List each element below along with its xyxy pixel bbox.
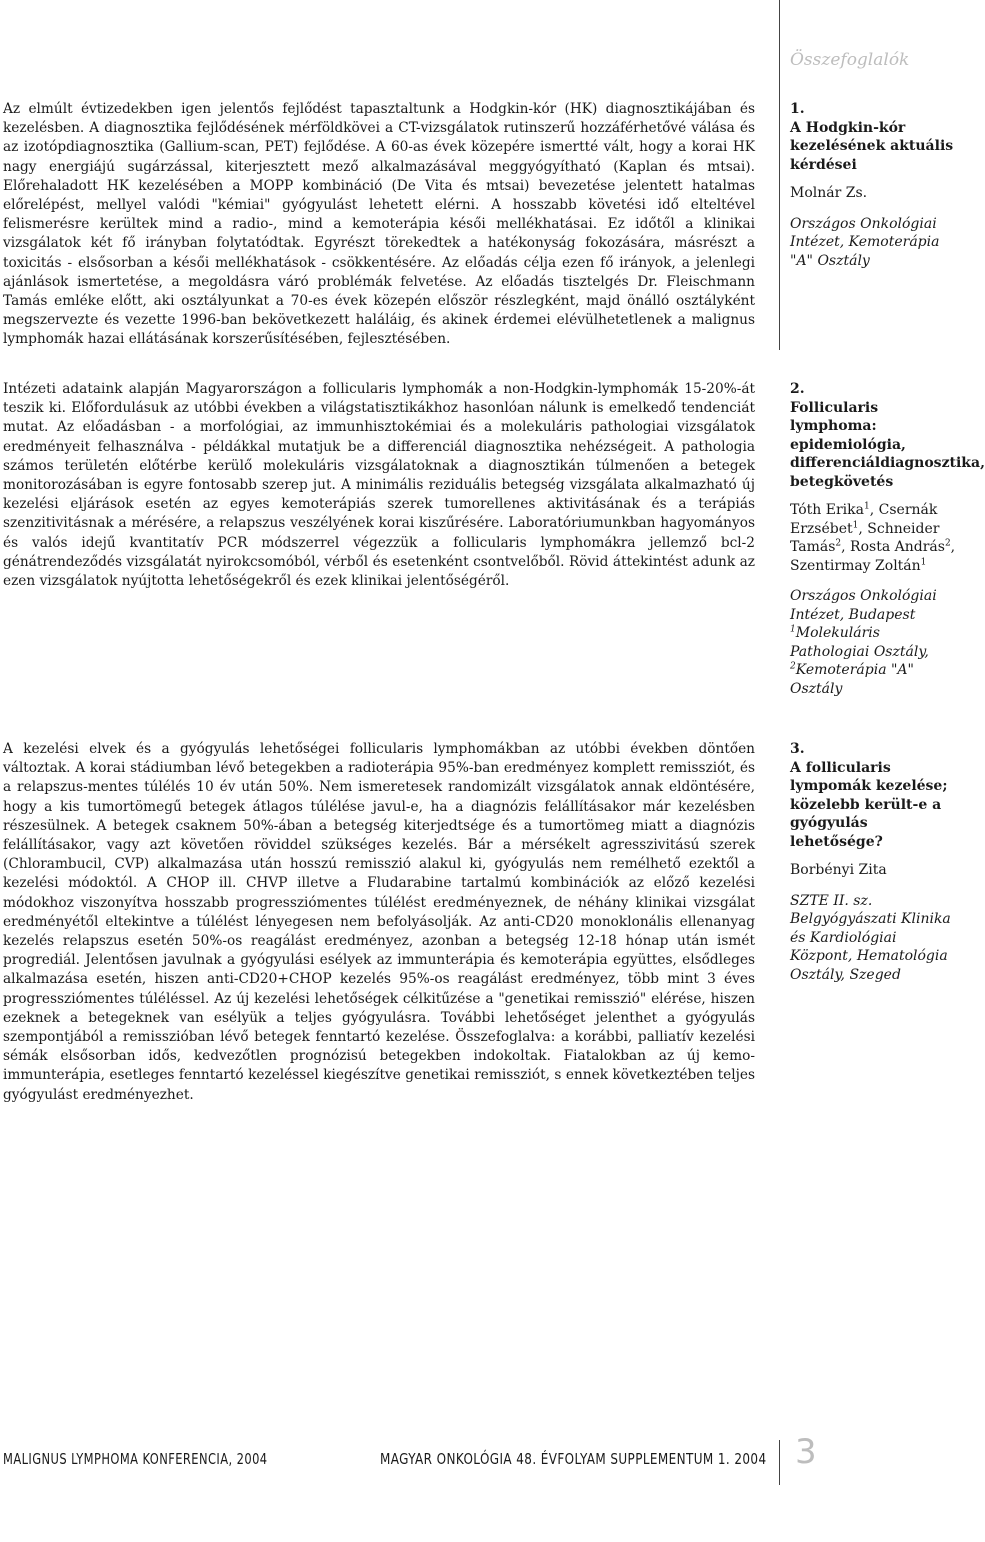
abstract-2-title: Follicularis lymphoma: epidemiológia, differenciáldiagnosztika, betegkövetés <box>790 399 985 490</box>
abstract-1-affiliation: Országos Onkológiai Intézet, Kemoterápia "A" Osztály <box>790 215 940 269</box>
column-divider <box>779 0 780 350</box>
page-number: 3 <box>795 1432 817 1472</box>
abstract-3-affiliation: SZTE II. sz. Belgyógyászati Klinika és Kardiológiai Központ, Hematológia Osztály, Szeged <box>790 892 951 983</box>
abstract-1-number: 1. <box>790 101 805 117</box>
abstract-2-affiliation: Országos Onkológiai Intézet, Budapest $^1$Molekuláris Pathologiai Osztály, $^2$Kemoterápia "A" Osztály <box>790 588 937 697</box>
abstract-3-sidebar <box>790 740 960 984</box>
abstract-3-text: A kezelési elvek és a gyógyulás lehetőségei follicularis lymphomákban az utóbbi években döntően változtak. A korai stádiumban lévő betegekben a radioterápia 95%-ban eredményez komplett remissziót, és a relapszus-mentes túlélés 10 év után 50%. Nem ismeretesek randomizált vizsgálatok annak eldöntésére, hogy a kis tumortömegű betegek átlagos túlélése javul-e, ha a diagnózis felállításakor már kezelésben részesülnek. A betegek csaknem 50%-ában a betegség kiterjedtsége és a tumortömeg miatt a diagnózis felállításakor, vagy azt követően röviddel szükséges kezelés. Bár a mérsékelt agresszivitású szerek (Chlorambucil, CVP) alkalmazása után hosszú remisszió alakul ki, gyógyulás nem remélhető ezektől a kezelési módoktól. A CHOP ill. CHVP illetve a Fludarabine tartalmú kombinációk az előző kezelési módokhoz viszonyítva hosszabb progressziómentes túlélést eredményeznek, de néhány klinikai vizsgálat eredményétől eltekintve a túlélést lényegesen nem befolyásolják. Az anti-CD20 monoklonális ellenanyag kezelés relapszus esetén 50%-os reagálást eredményez, azonban a betegség 12-18 hónap után ismét progrediál. Jelentősen javulnak a gyógyulási esélyek az immunterápia és kemoterápia együttes, elsődleges alkalmazása esetén, hiszen anti-CD20+CHOP kezelés 95%-os reagálást eredményez, több mint 3 éves progressziómentes túléléssel. Az új kezelési lehetőségek célkitűzése a "genetikai remisszió" elérése, hiszen ezeknek a betegeknek van esélyük a teljes gyógyulásra. További lehetőséget jelenthet a gyógyulás szempontjából a remisszióban lévő betegek fenntartó kezelése. Összefoglalva: a korábbi, palliatív kezelési sémák elsősorban idős, kedvezőtlen prognózisú betegekben indokoltak. Fiatalokban az új kemo-immunterápia, esetleges fenntartó kezeléssel kiegészítve genetikai remissziót, s ennek következtében teljes gyógyulást eredményezhet. <box>3 741 755 1103</box>
abstract-2-sidebar <box>790 380 985 698</box>
abstract-1-text: Az elmúlt évtizedekben igen jelentős fejlődést tapasztaltunk a Hodgkin-kór (HK) diagnosztikájában és kezelésben. A diagnosztika fejlődésének mérföldkövei a CT-vizsgálatok rutinszerű hozzáférhetővé válása és az izotópdiagnosztika (Gallium-scan, PET) fejlődése. A 60-as évek közepére ismertté vált, hogy a korai HK nagy energiájú sugárzással, kiterjesztett mező alkalmazásával meggyógyítható (Kaplan és mtsai). Előrehaladott HK kezelésében a MOPP kombináció (De Vita és mtsai) bevezetése jelentett hatalmas előrelépést, mellyel valódi "kémiai" gyógyulást lehetett elérni. A hosszabb követési idő elteltével felismerésre kerültek mind a radio-, mind a kemoterápia késői mellékhatásai. Ez időtől a klinikai vizsgálatok két fő irányban folytatódtak. Egyrészt törekedtek a hatékonyság fokozására, másrészt a toxicitás - elsősorban a késői mellékhatások - csökkentésére. Az előadás célja ezen fő irányok, a jelenlegi ajánlások ismertetése, a megoldásra váró problémák felvetése. Az előadás tisztelgés Dr. Fleischmann Tamás emléke előtt, aki osztályunkat a 70-es évek közepén először részlegként, majd önálló osztályként megszervezte és vezette 1996-ban bekövetkezett haláláig, és akinek érdemei elévülhetetlenek a malignus lymphomák hazai ellátásának korszerűsítésében, fejlesztésében. <box>3 101 755 348</box>
abstract-2-authors: Tóth Erika$^1$, Csernák Erzsébet$^1$, Schneider Tamás$^2$, Rosta András$^2$, Szentirmay Zoltán$^1$ <box>790 501 956 574</box>
abstract-1-sidebar <box>790 100 960 270</box>
footer-divider <box>779 1440 780 1485</box>
abstract-3-authors: Borbényi Zita <box>790 862 887 878</box>
abstract-3-number: 3. <box>790 741 805 757</box>
abstract-3-title: A follicularis lympomák kezelése; közelebb került-e a gyógyulás lehetősége? <box>790 759 948 850</box>
abstract-2-number: 2. <box>790 381 805 397</box>
abstract-1-authors: Molnár Zs. <box>790 185 868 201</box>
abstract-2-text: Intézeti adataink alapján Magyarországon a follicularis lymphomák a non-Hodgkin-lymphomák 15-20%-át teszik ki. Előfordulásuk az utóbbi években a világstatisztikákhoz hasonlóan nálunk is emelkedő tendenciát mutat. Az előadásban - a morfológiai, az immunhisztokémiai és a molekuláris pathologiai vizsgálatok eredményeit felhasználva - példákkal mutatjuk be a differenciál diagnosztika nehézségeit. A pathologia számos területén előtérbe kerülő molekuláris vizsgálatoknak a diagnosztikán túlmenően a betegek monitorozásában is egyre fontosabb szerep jut. A minimális reziduális betegség vizsgálata alkalmazható új kezelési eljárások esetén az egyes kemoterápiás szerek tumorellenes aktivitásának és a terápiás szenzitivitásnak a mérésére, a relapszus veszélyének korai kiszűrésére. Laboratóriumunkban hagyományos és valós idejű kvantitatív PCR módszerrel végezzük a follicularis lymphomákra jellemző bcl-2 génátrendeződés vizsgálatát nyirokcsomóból, vérből és esetenként csontvelőből. Rövid áttekintést adunk az ezen vizsgálatok nyújtotta lehetőségekről és ezek klinikai jelentőségéről. <box>3 381 755 590</box>
footer-journal: MAGYAR ONKOLÓGIA 48. ÉVFOLYAM SUPPLEMENTUM 1. 2004 <box>380 1450 767 1468</box>
section-header: Összefoglalók <box>790 50 910 70</box>
abstract-1-title: A Hodgkin-kór kezelésének aktuális kérdései <box>790 119 954 173</box>
footer-conference: MALIGNUS LYMPHOMA KONFERENCIA, 2004 <box>3 1450 268 1468</box>
